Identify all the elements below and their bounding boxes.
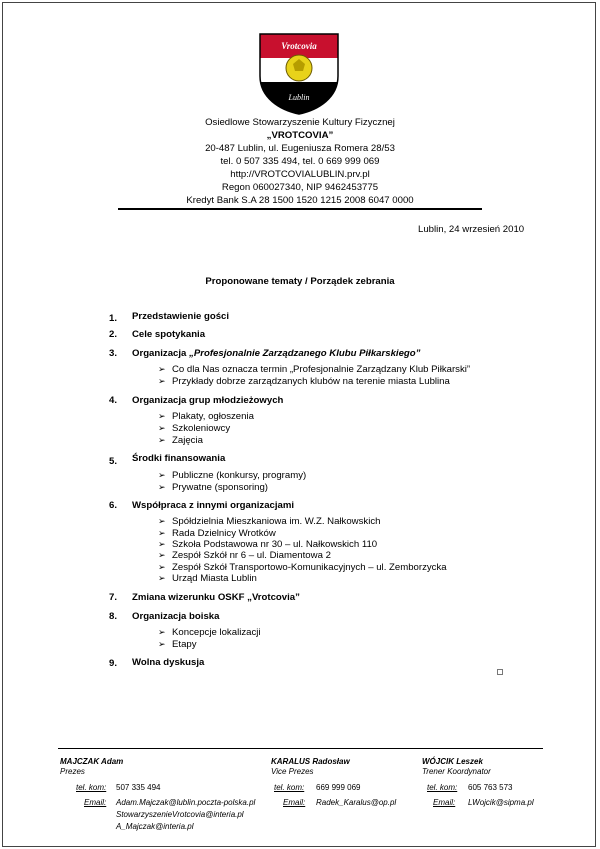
org-regon-nip: Regon 060027340, NIP 9462453775 — [221, 182, 379, 193]
footer-email[interactable]: Adam.Majczak@lublin.poczta-polska.pl — [116, 798, 256, 807]
agenda-number: 6. — [109, 500, 118, 511]
subitem-text: Zespół Szkół nr 6 – ul. Diamentowa 2 — [172, 550, 331, 561]
org-address: 20-487 Lublin, ul. Eugeniusza Romera 28/53 — [205, 143, 395, 154]
arrow-bullet-icon: ➢ — [158, 573, 166, 583]
arrow-bullet-icon: ➢ — [158, 516, 166, 526]
subitem-text: Przykłady dobrze zarządzanych klubów na terenie miasta Lublina — [172, 376, 450, 387]
arrow-bullet-icon: ➢ — [158, 470, 166, 480]
agenda-subitem — [158, 470, 306, 481]
svg-text:Lublin: Lublin — [288, 93, 310, 102]
org-name: Osiedlowe Stowarzyszenie Kultury Fizycznej — [205, 117, 395, 128]
arrow-bullet-icon: ➢ — [158, 435, 166, 445]
agenda-subitem — [158, 423, 230, 434]
text-anchor-marker — [497, 669, 503, 675]
agenda-number: 1. — [109, 313, 118, 324]
footer-person-name: KARALUS Radosław — [271, 757, 350, 766]
subitem-text: Szkoleniowcy — [172, 423, 231, 434]
footer-tel: 669 999 069 — [316, 783, 361, 792]
footer-tel-label: tel. kom: — [427, 783, 458, 792]
arrow-bullet-icon: ➢ — [158, 376, 166, 386]
agenda-number: 4. — [109, 395, 118, 406]
subitem-text: Szkoła Podstawowa nr 30 – ul. Nałkowskich 110 — [172, 539, 378, 550]
org-short-name: „VROTCOVIA” — [266, 130, 334, 141]
agenda-subitem — [158, 639, 197, 650]
agenda-number: 2. — [109, 329, 118, 340]
agenda-item-5: Środki finansowania — [132, 453, 226, 464]
subitem-text: Prywatne (sponsoring) — [172, 482, 268, 493]
agenda-subitem — [158, 562, 447, 573]
arrow-bullet-icon: ➢ — [158, 364, 166, 374]
document-title: Proponowane tematy / Porządek zebrania — [205, 276, 395, 287]
subitem-text: Zajęcia — [172, 435, 203, 446]
subitem-text: Zespół Szkół Transportowo-Komunikacyjnych – ul. Zemborzycka — [172, 562, 447, 573]
agenda-item-2: Cele spotykania — [132, 329, 206, 340]
footer-person-role: Prezes — [60, 767, 85, 776]
agenda-subitem — [158, 516, 380, 527]
arrow-bullet-icon: ➢ — [158, 550, 166, 560]
footer-tel-label: tel. kom: — [274, 783, 305, 792]
subitem-text: Publiczne (konkursy, programy) — [172, 470, 307, 481]
arrow-bullet-icon: ➢ — [158, 482, 166, 492]
footer-person-name: MAJCZAK Adam — [60, 757, 124, 766]
arrow-bullet-icon: ➢ — [158, 627, 166, 637]
agenda-item-7: Zmiana wizerunku OSKF „Vrotcovia” — [132, 592, 300, 603]
subitem-text: Urząd Miasta Lublin — [172, 573, 257, 584]
agenda-number: 8. — [109, 611, 118, 622]
org-website: http://VROTCOVIALUBLIN.prv.pl — [230, 169, 370, 180]
subitem-text: Etapy — [172, 639, 197, 650]
agenda-subitem — [158, 539, 377, 550]
footer-divider — [58, 748, 543, 749]
footer-email-label: Email: — [283, 798, 306, 807]
agenda-number: 3. — [109, 348, 118, 359]
agenda-subitem — [158, 364, 470, 375]
footer-person-role: Vice Prezes — [271, 767, 314, 776]
agenda-item-3-italic: „Profesjonalnie Zarządzanego Klubu Piłkarskiego” — [189, 348, 421, 359]
agenda-subitem — [158, 482, 268, 493]
arrow-bullet-icon: ➢ — [158, 539, 166, 549]
footer-email-label: Email: — [84, 798, 107, 807]
agenda-item-3 — [132, 348, 420, 359]
club-crest-logo — [256, 30, 342, 116]
letterhead — [100, 116, 500, 207]
agenda-item-9: Wolna dyskusja — [132, 657, 205, 668]
agenda-number: 5. — [109, 456, 118, 467]
subitem-text: Plakaty, ogłoszenia — [172, 411, 254, 422]
agenda-number: 7. — [109, 592, 118, 603]
arrow-bullet-icon: ➢ — [158, 423, 166, 433]
arrow-bullet-icon: ➢ — [158, 411, 166, 421]
arrow-bullet-icon: ➢ — [158, 639, 166, 649]
agenda-item-3-label: Organizacja — [132, 348, 190, 359]
footer-email[interactable]: Radek_Karalus@op.pl — [316, 798, 397, 807]
svg-text:Vrotcovia: Vrotcovia — [281, 41, 317, 51]
footer-person-role: Trener Koordynator — [422, 767, 491, 776]
arrow-bullet-icon: ➢ — [158, 562, 166, 572]
subitem-text: Co dla Nas oznacza termin „Profesjonalnie Zarządzany Klub Piłkarski” — [172, 364, 471, 375]
agenda-item-1: Przedstawienie gości — [132, 311, 230, 322]
agenda-subitem — [158, 435, 203, 446]
header-divider — [118, 208, 482, 210]
agenda-subitem — [158, 376, 450, 387]
agenda-subitem — [158, 573, 257, 584]
agenda-subitem — [158, 627, 261, 638]
org-phones: tel. 0 507 335 494, tel. 0 669 999 069 — [220, 156, 380, 167]
agenda-subitem — [158, 528, 276, 539]
subitem-text: Koncepcje lokalizacji — [172, 627, 261, 638]
footer-email[interactable]: StowarzyszenieVrotcovia@interia.pl — [116, 810, 244, 819]
agenda-item-4: Organizacja grup młodzieżowych — [132, 395, 284, 406]
agenda-subitem — [158, 411, 254, 422]
org-bank-account: Kredyt Bank S.A 28 1500 1520 1215 2008 6047 0000 — [186, 195, 414, 206]
subitem-text: Spółdzielnia Mieszkaniowa im. W.Z. Nałkowskich — [172, 516, 381, 527]
footer-tel: 605 763 573 — [468, 783, 513, 792]
agenda-item-8: Organizacja boiska — [132, 611, 220, 622]
agenda-item-6: Współpraca z innymi organizacjami — [132, 500, 295, 511]
footer-email[interactable]: A_Majczak@interia.pl — [116, 822, 194, 831]
arrow-bullet-icon: ➢ — [158, 528, 166, 538]
document-date: Lublin, 24 wrzesień 2010 — [418, 224, 525, 235]
footer-email[interactable]: LWojcik@sipma.pl — [468, 798, 534, 807]
subitem-text: Rada Dzielnicy Wrotków — [172, 528, 276, 539]
agenda-subitem — [158, 550, 331, 561]
footer-tel-label: tel. kom: — [76, 783, 107, 792]
agenda-number: 9. — [109, 658, 118, 669]
footer-email-label: Email: — [433, 798, 456, 807]
footer-person-name: WÓJCIK Leszek — [422, 757, 483, 766]
footer-tel: 507 335 494 — [116, 783, 161, 792]
